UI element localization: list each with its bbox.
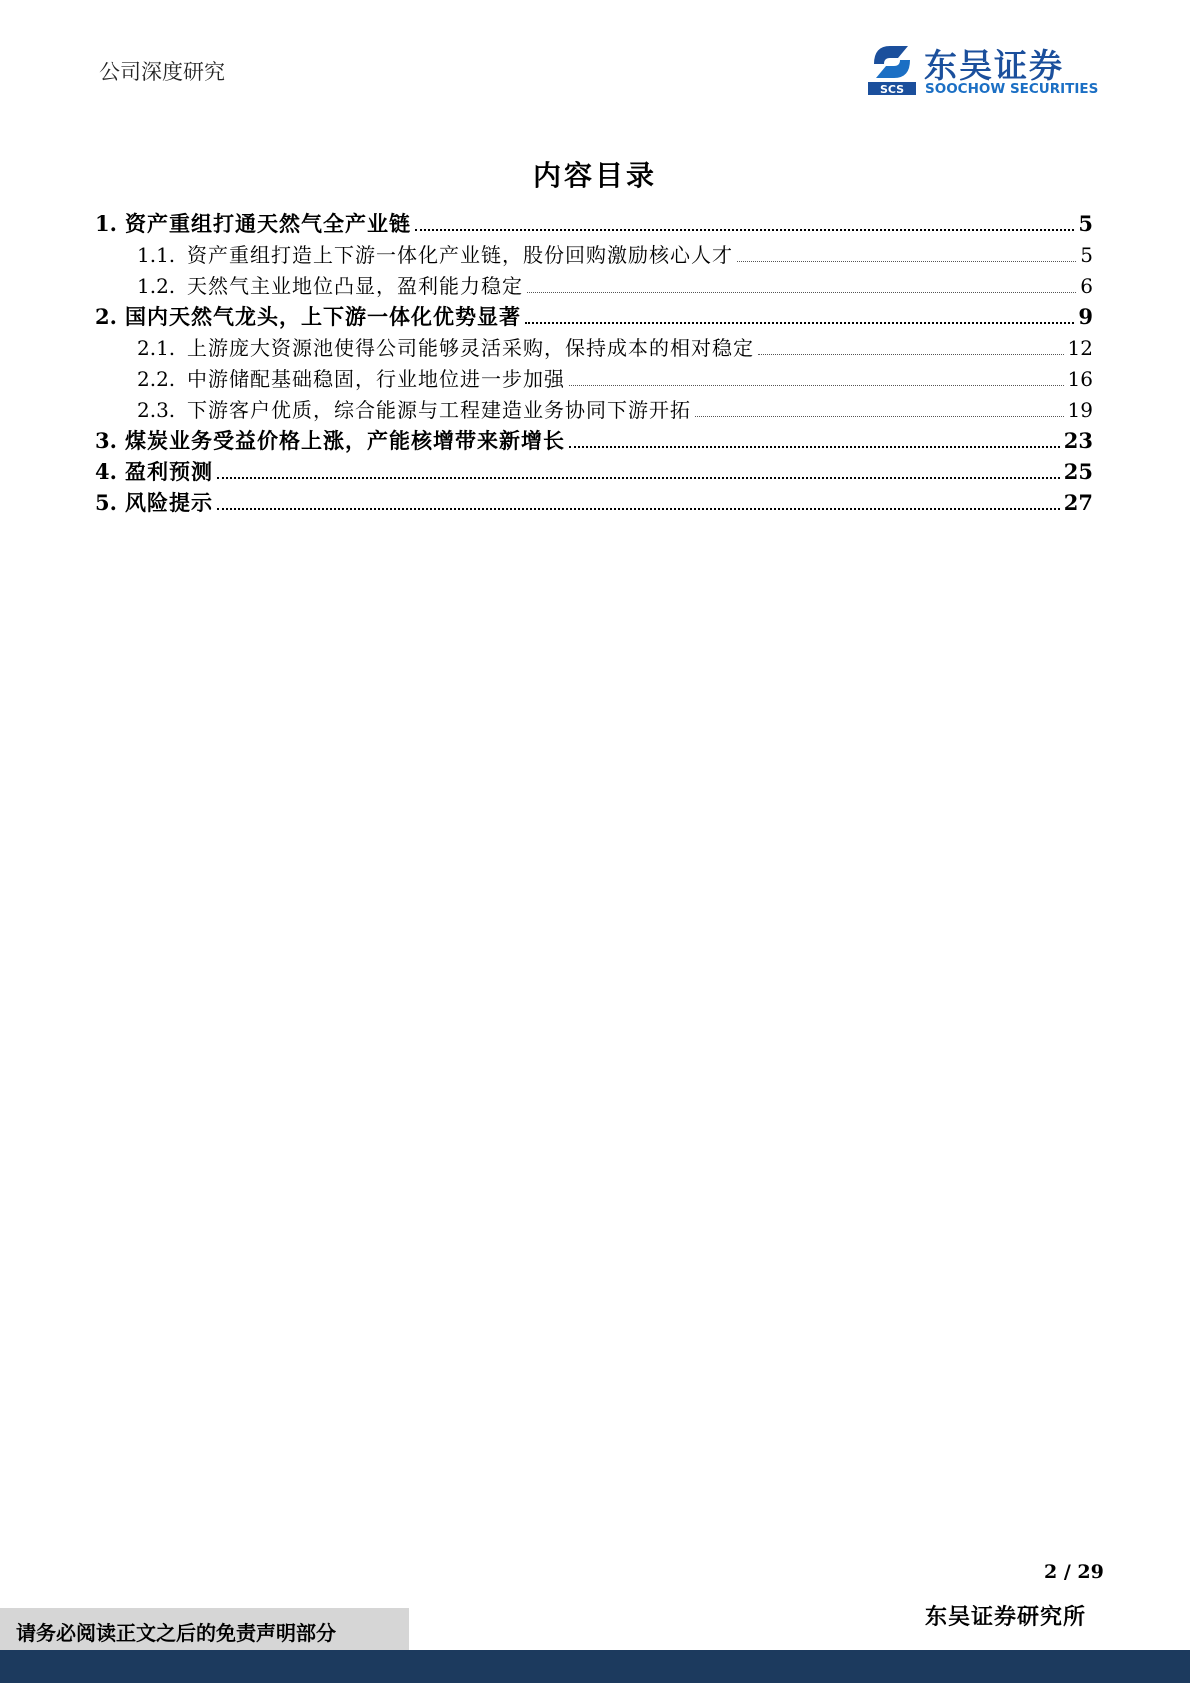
toc-entry-page: 23 — [1063, 428, 1093, 453]
report-type-label: 公司深度研究 — [99, 60, 225, 84]
toc-entry[interactable] — [137, 270, 1093, 301]
toc-entry[interactable] — [137, 239, 1093, 270]
toc-entry-text: 资产重组打通天然气全产业链 — [125, 211, 411, 236]
page-indicator: 2 / 29 — [1044, 1561, 1104, 1583]
toc-dot-leader — [217, 508, 1060, 510]
toc-entry-page: 19 — [1067, 398, 1093, 422]
toc-entry-number: 2.3. — [137, 398, 176, 422]
toc-entry-page: 5 — [1080, 243, 1093, 267]
logo-english-name: SOOCHOW SECURITIES — [925, 81, 1099, 97]
toc-dot-leader — [695, 416, 1064, 417]
toc-entry-text: 下游客户优质，综合能源与工程建造业务协同下游开拓 — [187, 398, 691, 422]
toc-entry[interactable] — [95, 487, 1093, 518]
toc-entry-number: 5. — [95, 490, 117, 515]
toc-dot-leader — [569, 385, 1064, 386]
disclaimer-banner — [0, 1608, 409, 1650]
toc-entry-page: 6 — [1080, 274, 1093, 298]
footer-bar — [0, 1650, 1190, 1683]
toc-entry[interactable] — [95, 456, 1093, 487]
company-logo — [868, 40, 1100, 100]
toc-entry-text: 国内天然气龙头，上下游一体化优势显著 — [125, 304, 521, 329]
logo-chinese-name: 东吴证券 — [924, 46, 1064, 85]
toc-entry-page: 25 — [1063, 459, 1093, 484]
toc-entry-number: 2.2. — [137, 367, 176, 391]
toc-entry-text: 天然气主业地位凸显，盈利能力稳定 — [187, 274, 523, 298]
toc-entry-number: 1. — [95, 211, 117, 236]
toc-dot-leader — [525, 322, 1074, 324]
toc-entry[interactable] — [95, 208, 1093, 239]
toc-entry-page: 5 — [1078, 211, 1093, 236]
toc-entry-text: 盈利预测 — [125, 459, 213, 484]
toc-entry-text: 资产重组打造上下游一体化产业链，股份回购激励核心人才 — [187, 243, 733, 267]
toc-entry-number: 3. — [95, 428, 117, 453]
toc-entry-page: 9 — [1078, 304, 1093, 329]
toc-entry-text: 风险提示 — [125, 490, 213, 515]
toc-entry[interactable] — [137, 394, 1093, 425]
toc-entry[interactable] — [95, 301, 1093, 332]
logo-mark-text: SCS — [879, 83, 905, 96]
toc-entry[interactable] — [137, 363, 1093, 394]
toc-entry-number: 4. — [95, 459, 117, 484]
toc-title: 内容目录 — [532, 159, 657, 192]
scs-logo-mark-icon — [868, 42, 916, 98]
toc-entry-number: 2.1. — [137, 336, 176, 360]
disclaimer-text: 请务必阅读正文之后的免责声明部分 — [16, 1621, 336, 1645]
toc-entry-number: 1.1. — [137, 243, 176, 267]
toc-dot-leader — [217, 477, 1060, 479]
toc-entry[interactable] — [95, 425, 1093, 456]
toc-entry-page: 16 — [1067, 367, 1093, 391]
toc-entry-page: 12 — [1067, 336, 1093, 360]
toc-entry-text: 煤炭业务受益价格上涨，产能核增带来新增长 — [125, 428, 565, 453]
toc-dot-leader — [527, 292, 1076, 293]
toc-dot-leader — [569, 446, 1060, 448]
footer-organization: 东吴证券研究所 — [925, 1604, 1087, 1630]
toc-dot-leader — [758, 354, 1064, 355]
toc-entry-number: 1.2. — [137, 274, 176, 298]
toc-entry-number: 2. — [95, 304, 117, 329]
toc-entry-page: 27 — [1063, 490, 1093, 515]
toc-dot-leader — [415, 229, 1074, 231]
toc-entry-text: 中游储配基础稳固，行业地位进一步加强 — [187, 367, 565, 391]
toc-entry-text: 上游庞大资源池使得公司能够灵活采购，保持成本的相对稳定 — [187, 336, 754, 360]
toc-entry[interactable] — [137, 332, 1093, 363]
toc-dot-leader — [737, 261, 1076, 262]
